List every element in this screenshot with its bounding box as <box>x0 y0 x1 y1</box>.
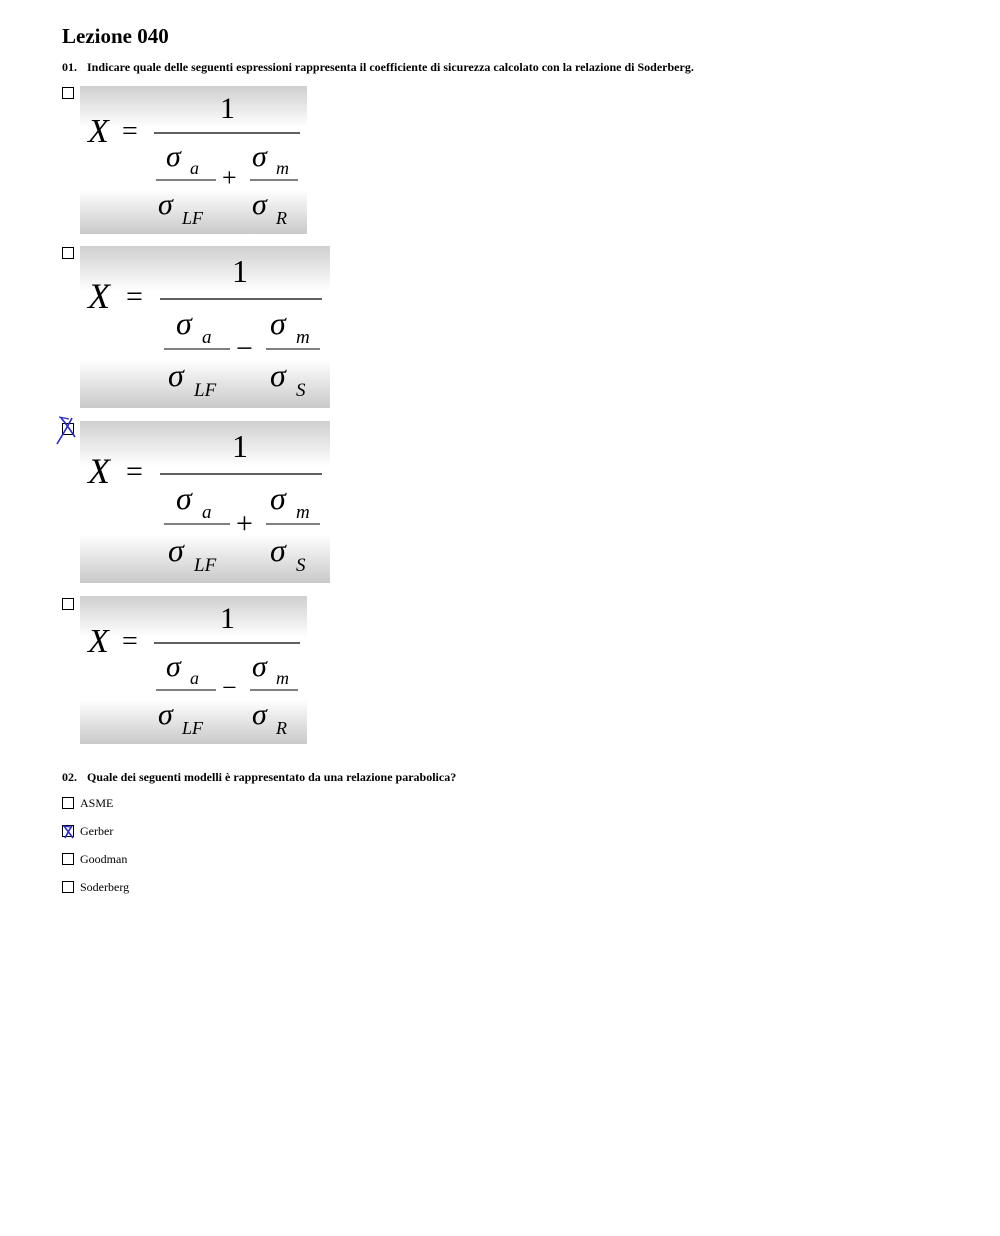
option-checkbox-3[interactable] <box>62 423 74 435</box>
sigma-subscript: m <box>296 327 310 348</box>
option-checkbox-gerber[interactable] <box>62 825 74 837</box>
formula-equals: = <box>126 455 143 488</box>
cross-mark-icon <box>63 424 75 436</box>
formula-lhs: X <box>88 451 110 491</box>
option-checkbox-soderberg[interactable] <box>62 881 74 893</box>
sigma-subscript: m <box>276 158 289 178</box>
formula-numerator: 1 <box>220 92 235 125</box>
sigma-subscript: S <box>296 555 306 576</box>
formula-equals: = <box>126 280 143 313</box>
option-label-asme: ASME <box>80 796 114 810</box>
sigma: σ <box>176 480 192 516</box>
option-checkbox-2[interactable] <box>62 247 74 259</box>
question-02 <box>62 770 456 785</box>
sigma: σ <box>166 140 181 173</box>
sigma: σ <box>158 188 173 221</box>
sigma-subscript: LF <box>194 380 217 401</box>
formula-operator: + <box>222 163 237 192</box>
formula-operator: − <box>236 332 253 365</box>
option-label-gerber: Gerber <box>80 824 114 838</box>
cross-mark-icon <box>63 826 75 838</box>
formula-operator: + <box>236 507 253 540</box>
sigma: σ <box>168 357 184 393</box>
option-checkbox-goodman[interactable] <box>62 853 74 865</box>
formula-option-4[interactable] <box>80 596 307 744</box>
sigma-subscript: R <box>276 718 287 738</box>
sigma-subscript: a <box>190 668 199 688</box>
sigma-subscript: S <box>296 380 306 401</box>
sigma: σ <box>252 140 267 173</box>
formula-numerator: 1 <box>232 253 248 289</box>
question-text: Quale dei seguenti modelli è rappresentato da una relazione parabolica? <box>87 770 457 784</box>
option-checkbox-4[interactable] <box>62 598 74 610</box>
sigma-subscript: LF <box>182 208 204 228</box>
formula-lhs: X <box>88 113 109 150</box>
sigma: σ <box>168 532 184 568</box>
sigma-subscript: a <box>202 327 212 348</box>
sigma: σ <box>270 480 286 516</box>
formula-option-3[interactable] <box>80 421 330 583</box>
option-checkbox-1[interactable] <box>62 87 74 99</box>
sigma: σ <box>252 188 267 221</box>
formula-numerator: 1 <box>232 428 248 464</box>
sigma-subscript: R <box>276 208 287 228</box>
sigma: σ <box>270 532 286 568</box>
formula-operator: − <box>222 673 237 702</box>
option-label-soderberg: Soderberg <box>80 880 130 894</box>
option-label-goodman: Goodman <box>80 852 128 866</box>
formula-option-2[interactable] <box>80 246 330 408</box>
sigma-subscript: m <box>276 668 289 688</box>
formula-option-1[interactable] <box>80 86 307 234</box>
sigma-subscript: m <box>296 502 310 523</box>
question-text: Indicare quale delle seguenti espressioni rappresenta il coefficiente di sicurezza calcolato con la relazione di Soderberg. <box>87 60 694 74</box>
question-number: 02. <box>62 770 77 784</box>
sigma: σ <box>166 650 181 683</box>
sigma-subscript: a <box>190 158 199 178</box>
sigma-subscript: LF <box>182 718 204 738</box>
question-number: 01. <box>62 60 77 74</box>
sigma: σ <box>252 650 267 683</box>
sigma: σ <box>158 698 173 731</box>
formula-equals: = <box>122 626 138 657</box>
sigma: σ <box>270 357 286 393</box>
sigma: σ <box>252 698 267 731</box>
sigma-subscript: LF <box>194 555 217 576</box>
formula-numerator: 1 <box>220 602 235 635</box>
sigma-subscript: a <box>202 502 212 523</box>
sigma: σ <box>270 305 286 341</box>
option-checkbox-asme[interactable] <box>62 797 74 809</box>
sigma: σ <box>176 305 192 341</box>
formula-lhs: X <box>88 276 110 316</box>
formula-lhs: X <box>88 623 109 660</box>
question-01 <box>62 60 694 75</box>
formula-equals: = <box>122 116 138 147</box>
page-title: Lezione 040 <box>62 24 169 48</box>
